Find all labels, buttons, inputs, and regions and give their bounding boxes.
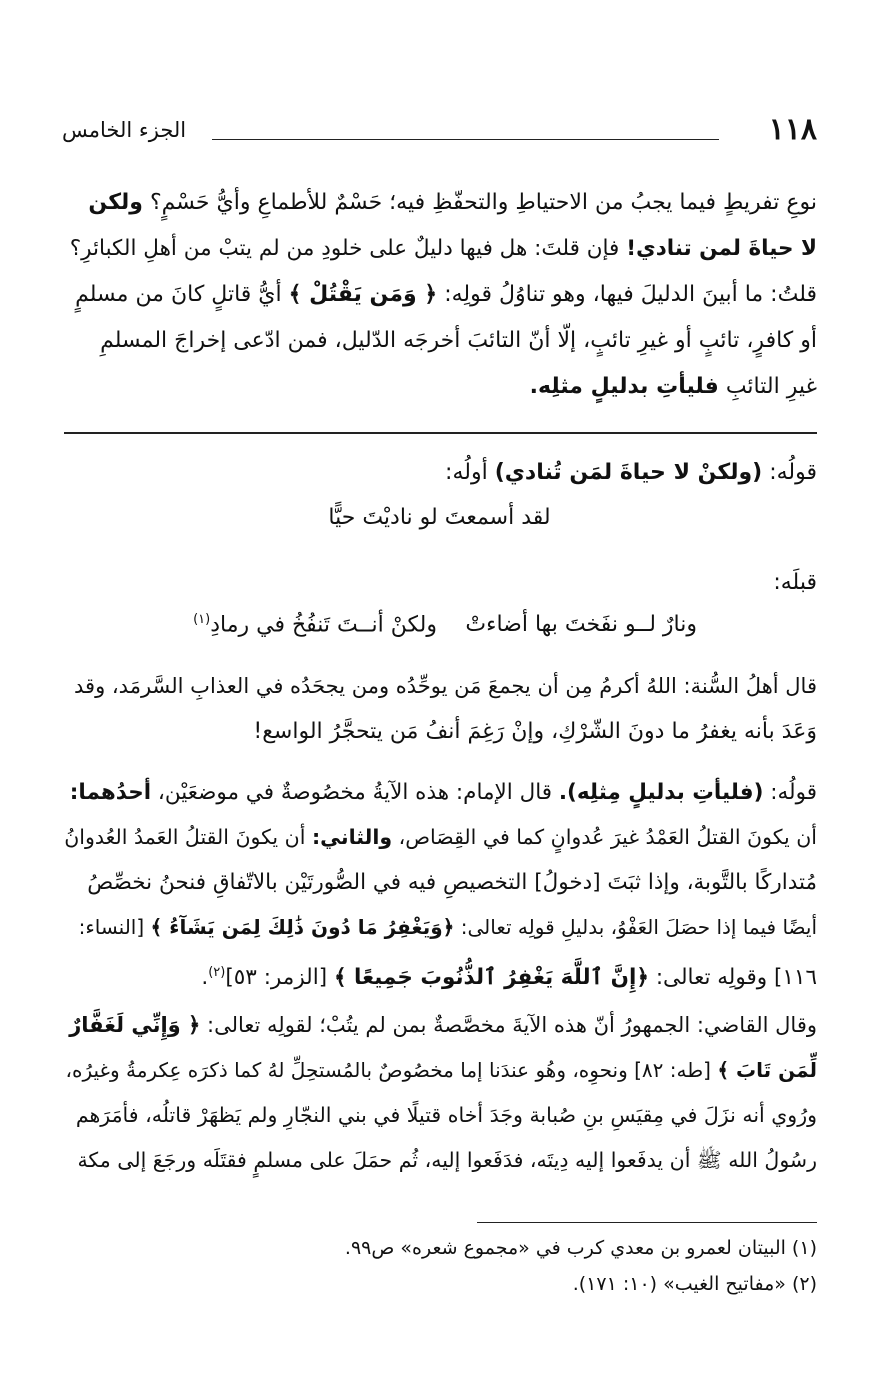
- text-line: رسُولُ الله ﷺ أن يدفَعوا إليه دِيتَه، فدَفَعوا إليه، ثُم حمَلَ على مسلمٍ فقتَلَه ورجَعَ إلى مكة: [77, 1148, 817, 1172]
- text-line: قولُه: (فليأتِ بدليلٍ مِثلِه). قال الإمام: هذه الآيةُ مخصُوصةٌ في موضعَيْن، أحدُهما:: [69, 780, 817, 805]
- text-line: قولُه: (ولكنْ لا حياةَ لمَن تُنادي) أولُه:: [445, 460, 817, 485]
- section-divider: [64, 432, 817, 434]
- verse-hemistich: ولكنْ أنــتَ تَنفُخُ في رمادِ$^{(١)}$: [193, 612, 437, 638]
- quran-quote: لِّمَن تَابَ ﴾: [717, 1058, 817, 1082]
- page-header: [62, 112, 817, 150]
- text-line: نوعِ تفريطٍ فيما يجبُ من الاحتياطِ والتحفّظِ فيه؛ حَسْمٌ للأطماعِ وأيُّ حَسْمٍ؟ ولكن: [88, 190, 817, 215]
- text-line: أيضًا فيما إذا حصَلَ العَفْوُ، بدليلِ قولِه تعالى: ﴿وَيَغْفِرُ مَا دُونَ ذَٰلِكَ لِمَن يَشَآءُ ﴾ [النساء:: [78, 915, 817, 939]
- text-line: لا حياةَ لمن تنادي! فإن قلتَ: هل فيها دليلٌ على خلودِ من لم يتبْ من أهلِ الكبائرِ؟: [69, 236, 817, 261]
- commentary-before: [62, 560, 817, 606]
- commentary-intro: [62, 450, 817, 496]
- poetry-verse: لقد أسمعتَ لو ناديْتَ حيًّا: [328, 505, 551, 530]
- footnote: (١) البيتان لعمرو بن معدي كرب في «مجموع شعره» ص٩٩.: [344, 1237, 817, 1259]
- text-line: أن يكونَ القتلُ العَمْدُ غيرَ عُدوانٍ كما في القِصَاص، والثاني: أن يكونَ القتلُ العَمدُ العُدوانُ: [64, 825, 817, 849]
- quran-quote: ﴿وَيَغْفِرُ مَا دُونَ ذَٰلِكَ لِمَن يَشَآءُ ﴾: [150, 915, 455, 939]
- running-title: الجزء الخامس: [62, 118, 187, 142]
- footnote-rule: [477, 1222, 817, 1223]
- text-line: مُتداركًا بالتَّوبة، وإذا ثبَتَ [دخولُ] التخصيصِ فيه في الصُّورتَيْن بالاتّفاقِ فنحنُ نخصِّصُ: [87, 870, 817, 895]
- footnote-mark: (٢): [208, 965, 226, 980]
- commentary-paragraph: [62, 1003, 817, 1183]
- text-line: قال أهلُ السُّنة: اللهُ أكرمُ مِن أن يجمعَ مَن يوحِّدُه ومن يجحَدُه في العذابِ السَّرمَد، وقد: [74, 674, 817, 698]
- footnote-mark: (١): [193, 612, 211, 627]
- text-line: ورُوي أنه نزَلَ في مِقيَسِ بنِ صُبابة وجَدَ أخاه قتيلًا في بني النجّارِ ولم يَظهَرْ قاتلُه، فأمَرَهم: [75, 1103, 817, 1127]
- text-line: غيرِ التائبِ فليأتِ بدليلٍ مثلِه.: [529, 374, 817, 399]
- commentary-paragraph: [62, 663, 817, 755]
- footnotes: [62, 1230, 817, 1302]
- main-text: [62, 180, 817, 410]
- quran-quote: ﴿ وَإِنِّي لَغَفَّارٌ: [69, 1013, 201, 1037]
- text-line: ١١٦] وقولِه تعالى: ﴿إِنَّ ٱللَّهَ يَغْفِرُ ٱلذُّنُوبَ جَمِيعًا ﴾ [الزمر: ٥٣]$^{(٢)}$.: [201, 965, 817, 991]
- text-line: وقال القاضي: الجمهورُ أنّ هذه الآيةَ مخصَّصةٌ بمن لم يتُبْ؛ لقولِه تعالى: ﴿ وَإِنِّي لَغَفَّارٌ: [69, 1013, 817, 1037]
- page-number: ١١٨: [768, 112, 817, 147]
- text-line: أو كافرٍ، تائبٍ أو غيرِ تائبٍ، إلّا أنّ التائبَ أخرجَه الدّليل، فمن ادّعى إخراجَ المسلمِ: [100, 328, 817, 353]
- verse-hemistich: ونارٌ لــو نفَختَ بها أضاءتْ: [465, 612, 697, 637]
- commentary-paragraph: [62, 770, 817, 995]
- text-line: قلتُ: ما أبينَ الدليلَ فيها، وهو تناوُلُ قولِه: ﴿ وَمَن يَقْتُلْ ﴾ أيُّ قاتلٍ كانَ من مسلمٍ: [75, 282, 817, 307]
- quran-quote: ﴿إِنَّ ٱللَّهَ يَغْفِرُ ٱلذُّنُوبَ جَمِيعًا ﴾: [333, 965, 649, 991]
- footnote: (٢) «مفاتيح الغيب» (١٠: ١٧١).: [572, 1273, 817, 1295]
- text-line: لِّمَن تَابَ ﴾ [طه: ٨٢] ونحوِه، وهُو عندَنا إما مخصُوصٌ بالمُستحِلِّ لهُ كما ذكرَه عِكرمةُ وغيرُه،: [65, 1058, 817, 1082]
- quran-quote: ﴿ وَمَن يَقْتُلْ ﴾: [288, 282, 438, 307]
- text-line: وَعَدَ بأنه يغفرُ ما دونَ الشّرْكِ، وإنْ رَغِمَ أنفُ مَن يتحجَّرُ الواسع!: [253, 719, 817, 744]
- header-rule: [212, 139, 719, 140]
- text-line: قبلَه:: [773, 570, 817, 595]
